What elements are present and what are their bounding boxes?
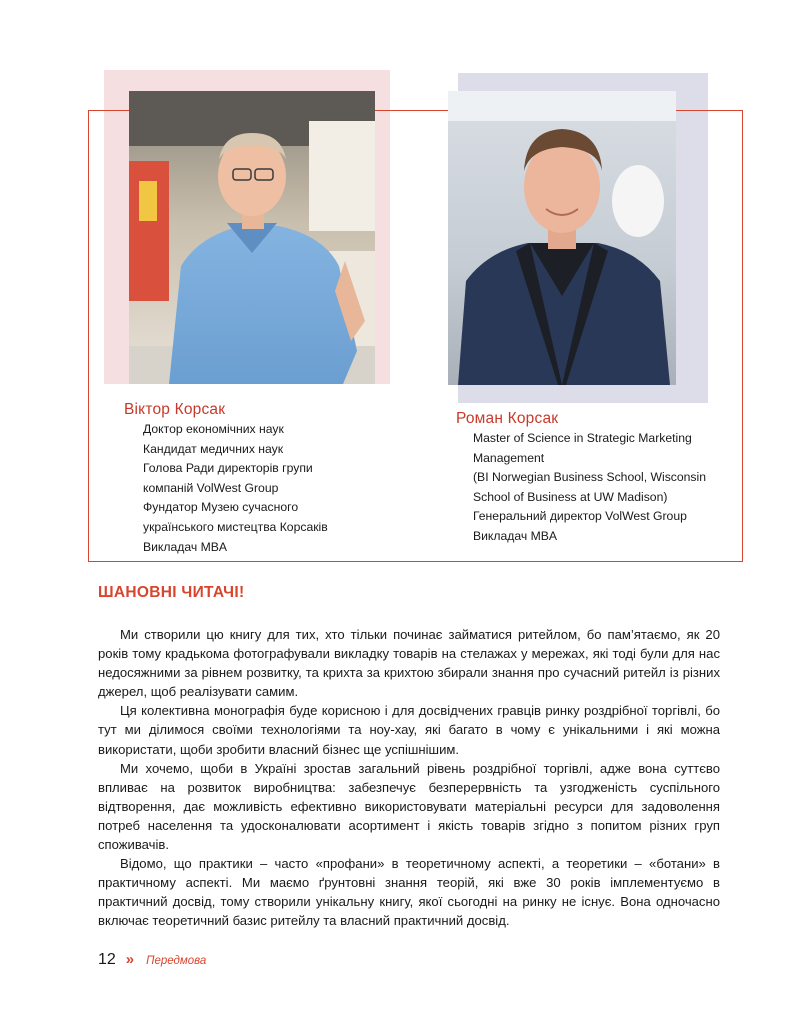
roman-credential-line: Management [473, 450, 545, 465]
viktor-photo [129, 91, 375, 384]
viktor-credentials [143, 420, 383, 557]
section-heading: ШАНОВНІ ЧИТАЧІ! [98, 584, 245, 601]
roman-credential-line: School of Business at UW Madison) [473, 489, 668, 504]
roman-credential-line: Викладач MBA [473, 528, 558, 543]
paragraph: Відомо, що практики – часто «профани» в теоретичному аспекті, а теоретики – «ботани» в практичному аспекті. Ми маємо ґрунтовні знання теорій, які вже 30 років імплементуємо в практичний досвід, тому створили унікальну книгу, якої сьогодні на ринку не існує. Вона одночасно включає теоретичний базис ритейлу та власний практичний досвід. [98, 856, 720, 929]
viktor-credential-line: Голова Ради директорів групи [143, 461, 313, 476]
paragraph: Ми хочемо, щоби в Україні зростав загальний рівень роздрібної торгівлі, адже вона суттєво впливає на розвиток виробництва: забезпечує безперервність та узгодженість суспільного відтворення, дає можливість ефективно використовувати матеріальні ресурси для задоволення потреб населення та удосконалювати асортимент і якість товарів згідно з попитом різних груп споживачів. [98, 760, 720, 853]
viktor-credential-line: Фундатор Музею сучасного [143, 500, 299, 515]
roman-name: Роман Корсак [456, 410, 559, 427]
viktor-credential-line: українського мистецтва Корсаків [143, 519, 328, 534]
chevron-right-icon: » [125, 951, 135, 968]
body-text [98, 625, 720, 931]
viktor-credential-line: Доктор економічних наук [143, 422, 284, 436]
page-footer [98, 951, 206, 969]
roman-photo [448, 91, 676, 385]
roman-credential-line: Master of Science in Strategic Marketing [473, 431, 692, 445]
viktor-name: Віктор Корсак [124, 401, 226, 418]
roman-credential-line: (BI Norwegian Business School, Wisconsin [473, 470, 707, 485]
viktor-credential-line: Викладач MBA [143, 539, 228, 554]
roman-credential-line: Генеральний директор VolWest Group [473, 509, 687, 524]
viktor-credential-line: Кандидат медичних наук [143, 441, 284, 456]
viktor-credential-line: компаній VolWest Group [143, 480, 279, 495]
paragraph: Ця колективна монографія буде корисною і для досвідчених гравців ринку роздрібної торгівлі, бо тут ми ділимося своїми технологіями та ноу-хау, які багато в чому є унікальними і які можна використати, щоби зробити власний бізнес ще успішнішим. [98, 703, 720, 757]
paragraph: Ми створили цю книгу для тих, хто тільки починає займатися ритейлом, бо пам’ятаємо, як 20 років тому крадькома фотографували викладку товарів на стелажах у мережах, які тоді були для нас недосяжними за рівнем розвитку, та крихта за крихтою збирали знання про сучасний ритейл із різних джерел, щоб реалізувати самим. [98, 627, 720, 700]
page-number: 12 [98, 951, 116, 968]
viktor-bio [124, 401, 383, 557]
roman-credentials [473, 429, 743, 547]
section-title: Передмова [146, 955, 207, 967]
roman-bio [456, 410, 743, 547]
